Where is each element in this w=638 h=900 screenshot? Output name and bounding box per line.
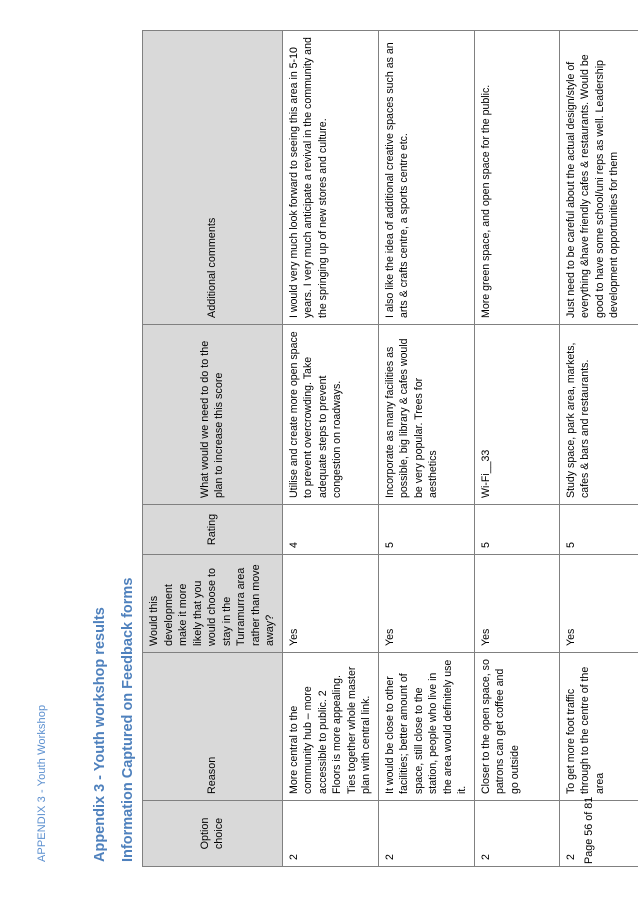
cell-reason: It would be close to other facilities; better amount of space, still close to the station, people who live in the area would definitely use it. [378, 653, 474, 801]
cell-rating: 5 [559, 505, 638, 555]
cell-improve: Wi-Fi__33 [474, 325, 559, 505]
col-header-stay: Would this development make it more likely that you would choose to stay in the Turramurra area rather than move away? [143, 555, 283, 653]
cell-reason: Closer to the open space, so patrons can get coffee and go outside [474, 653, 559, 801]
cell-option: 2 [378, 801, 474, 867]
col-header-comments: Additional comments [143, 31, 283, 325]
cell-rating: 5 [474, 505, 559, 555]
cell-stay: Yes [282, 555, 378, 653]
table-row [282, 31, 378, 867]
col-header-improve: What would we need to do to the plan to increase this score [143, 325, 283, 505]
col-header-reason: Reason [143, 653, 283, 801]
cell-reason: To get more foot traffic through to the centre of the area [559, 653, 638, 801]
cell-option: 2 [282, 801, 378, 867]
table-row [559, 31, 638, 867]
page-title: Appendix 3 - Youth workshop results [92, 607, 108, 862]
cell-improve: Incorporate as many facilities as possible, big library & cafes would be very popular. Trees for aesthetics [378, 325, 474, 505]
page-subtitle: Information Captured on Feedback forms [120, 577, 136, 862]
appendix-label: APPENDIX 3 - Youth Workshop [36, 704, 48, 862]
col-header-rating: Rating [143, 505, 283, 555]
page-number: Page 56 of 81 [583, 796, 595, 864]
feedback-table [142, 30, 638, 867]
cell-comments: Just need to be careful about the actual design/style of everything &have friendly cafes & restaurants. Would be good to have some school/uni reps as well. Leadership development opportunities for them [559, 31, 638, 325]
table-row [378, 31, 474, 867]
table-header-row [143, 31, 283, 867]
cell-comments: I would very much look forward to seeing this area in 5-10 years. I very much anticipate a revival in the community and the springing up of new stores and culture. [282, 31, 378, 325]
cell-stay: Yes [474, 555, 559, 653]
cell-improve: Study space, park area, markets, cafes & bars and restaurants. [559, 325, 638, 505]
cell-option: 2 [474, 801, 559, 867]
cell-comments: More green space, and open space for the public. [474, 31, 559, 325]
col-header-option: Option choice [143, 801, 283, 867]
cell-reason: More central to the community hub – more accessible to public. 2 Floors is more appealing. Ties together whole master plan with central link. [282, 653, 378, 801]
cell-rating: 5 [378, 505, 474, 555]
cell-stay: Yes [559, 555, 638, 653]
cell-option: 2 [559, 801, 638, 867]
cell-comments: I also like the idea of additional creative spaces such as an arts & crafts centre, a sports centre etc. [378, 31, 474, 325]
table-row [474, 31, 559, 867]
cell-rating: 4 [282, 505, 378, 555]
cell-stay: Yes [378, 555, 474, 653]
cell-improve: Utilise and create more open space to prevent overcrowding. Take adequate steps to prevent congestion on roadways. [282, 325, 378, 505]
